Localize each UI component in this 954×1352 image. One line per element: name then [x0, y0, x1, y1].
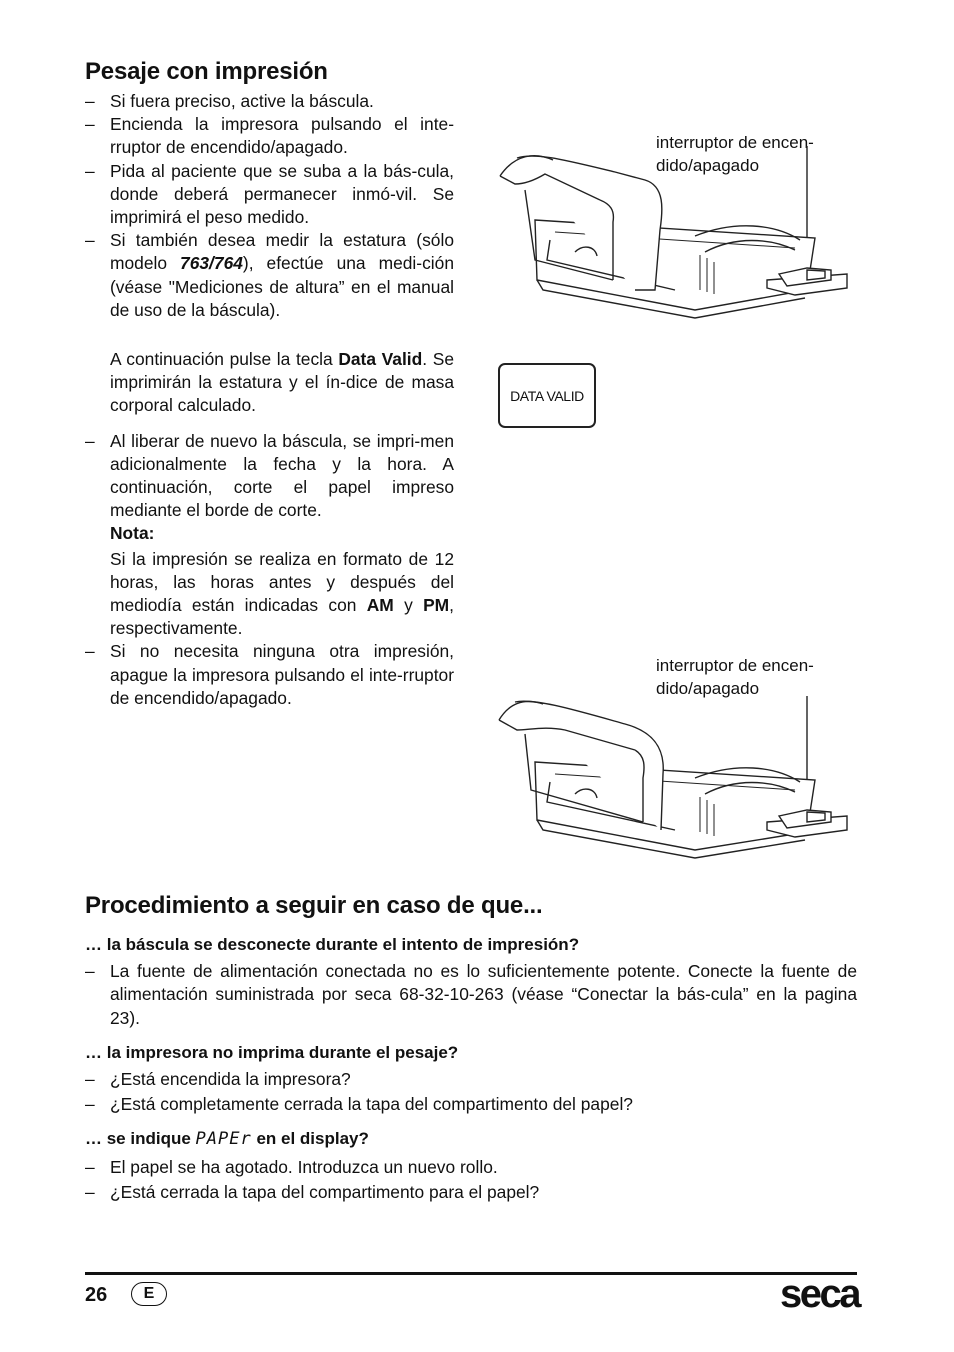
note-label-row	[85, 522, 454, 545]
list-dash: –	[85, 230, 95, 251]
list-dash: –	[85, 1156, 95, 1177]
note-text-post: , respectivamente.	[110, 595, 454, 639]
list-item-text-post: ), efectúe una medi-ción (véase "Mediciones de altura” en el manual de uso de la báscula).	[110, 253, 454, 320]
list-item-text: ¿Está encendida la impresora?	[110, 1069, 351, 1090]
list-item	[85, 113, 454, 159]
data-valid-key-name: Data Valid	[338, 349, 423, 370]
list-item-text: ¿Está cerrada la tapa del compartimento para el papel?	[110, 1181, 540, 1202]
pesaje-instructions	[85, 90, 454, 710]
list-dash: –	[85, 1094, 95, 1115]
note-text-pre: Si la impresión se realiza en formato de 12 horas, las horas antes y después del mediodía están indicadas con	[110, 548, 454, 616]
continuation-paragraph	[85, 348, 454, 418]
list-item-text: Encienda la impresora pulsando el inte-rruptor de encendido/apagado.	[110, 114, 454, 158]
data-valid-key-label: DATA VALID	[510, 387, 584, 404]
list-item	[85, 1156, 857, 1179]
model-number: 763/764	[180, 253, 243, 274]
list-item-text: Al liberar de nuevo la báscula, se impri-men adicionalmente la fecha y la hora. A continuación, corte el papel impreso mediante el borde de corte.	[110, 430, 454, 521]
list-dash: –	[85, 961, 95, 982]
footer-rule	[85, 1272, 857, 1275]
list-item	[85, 90, 454, 113]
printer-illustration-1-icon	[495, 140, 855, 320]
list-item	[85, 960, 857, 1030]
list-item	[85, 640, 454, 710]
list-dash: –	[85, 114, 95, 135]
continuation-pre: A continuación pulse la tecla	[110, 349, 339, 370]
note-pm: PM	[423, 595, 450, 616]
list-item	[85, 1068, 857, 1091]
note-label: Nota:	[110, 523, 155, 544]
list-dash: –	[85, 1181, 95, 1202]
question-3	[85, 1127, 857, 1151]
language-badge	[131, 1282, 167, 1306]
data-valid-key-icon	[498, 363, 596, 428]
page-number: 26	[85, 1284, 108, 1306]
note-am: AM	[366, 595, 394, 616]
list-dash: –	[85, 641, 95, 662]
printer-illustration-2-icon	[495, 690, 855, 860]
list-item	[85, 1093, 857, 1116]
list-item-text-pre: Si también desea medir la estatura (sólo modelo	[110, 230, 454, 274]
list-item	[85, 430, 454, 523]
note-text	[85, 548, 454, 641]
switch-label-1: interruptor de encen-dido/apagado	[656, 133, 814, 175]
list-item-text: Si no necesita ninguna otra impresión, apague la impresora pulsando el inte-rruptor de encendido/apagado.	[110, 641, 454, 708]
section-heading-pesaje: Pesaje con impresión	[85, 58, 328, 85]
section-heading-procedimiento: Procedimiento a seguir en caso de que...	[85, 892, 543, 919]
list-dash: –	[85, 91, 95, 111]
switch-label-2: interruptor de encen-dido/apagado	[656, 656, 814, 698]
continuation-post: . Se imprimirán la estatura y el ín-dice de masa corporal calculado.	[110, 349, 455, 416]
question-3-post: en el display?	[251, 1129, 369, 1149]
list-item-text: ¿Está completamente cerrada la tapa del compartimento del papel?	[110, 1094, 633, 1115]
list-item	[85, 160, 454, 230]
troubleshooting-list	[85, 933, 857, 1204]
language-code: E	[143, 1285, 155, 1302]
display-readout: PAPEr	[195, 1129, 252, 1150]
list-item	[85, 229, 454, 322]
list-item-text: Si fuera preciso, active la báscula.	[110, 91, 374, 111]
list-item	[85, 1181, 857, 1204]
question-3-pre: … se indique	[85, 1129, 196, 1149]
question-1: … la báscula se desconecte durante el intento de impresión?	[85, 935, 580, 954]
note-text-mid: y	[393, 595, 424, 616]
list-item-text: El papel se ha agotado. Introduzca un nuevo rollo.	[110, 1156, 498, 1177]
seca-logo: seca	[780, 1272, 859, 1316]
list-item-text: La fuente de alimentación conectada no es lo suficientemente potente. Conecte la fuente de alimentación suministrada por seca 68-32-10-263 (véase “Conectar la bás-cula” en la pagina 23).	[110, 961, 857, 1028]
list-dash: –	[85, 1069, 95, 1090]
list-item-text: Pida al paciente que se suba a la bás-cula, donde deberá permanecer inmó-vil. Se imprimirá el peso medido.	[110, 160, 454, 228]
list-dash: –	[85, 160, 95, 181]
question-2: … la impresora no imprima durante el pesaje?	[85, 1042, 459, 1062]
list-dash: –	[85, 430, 95, 451]
